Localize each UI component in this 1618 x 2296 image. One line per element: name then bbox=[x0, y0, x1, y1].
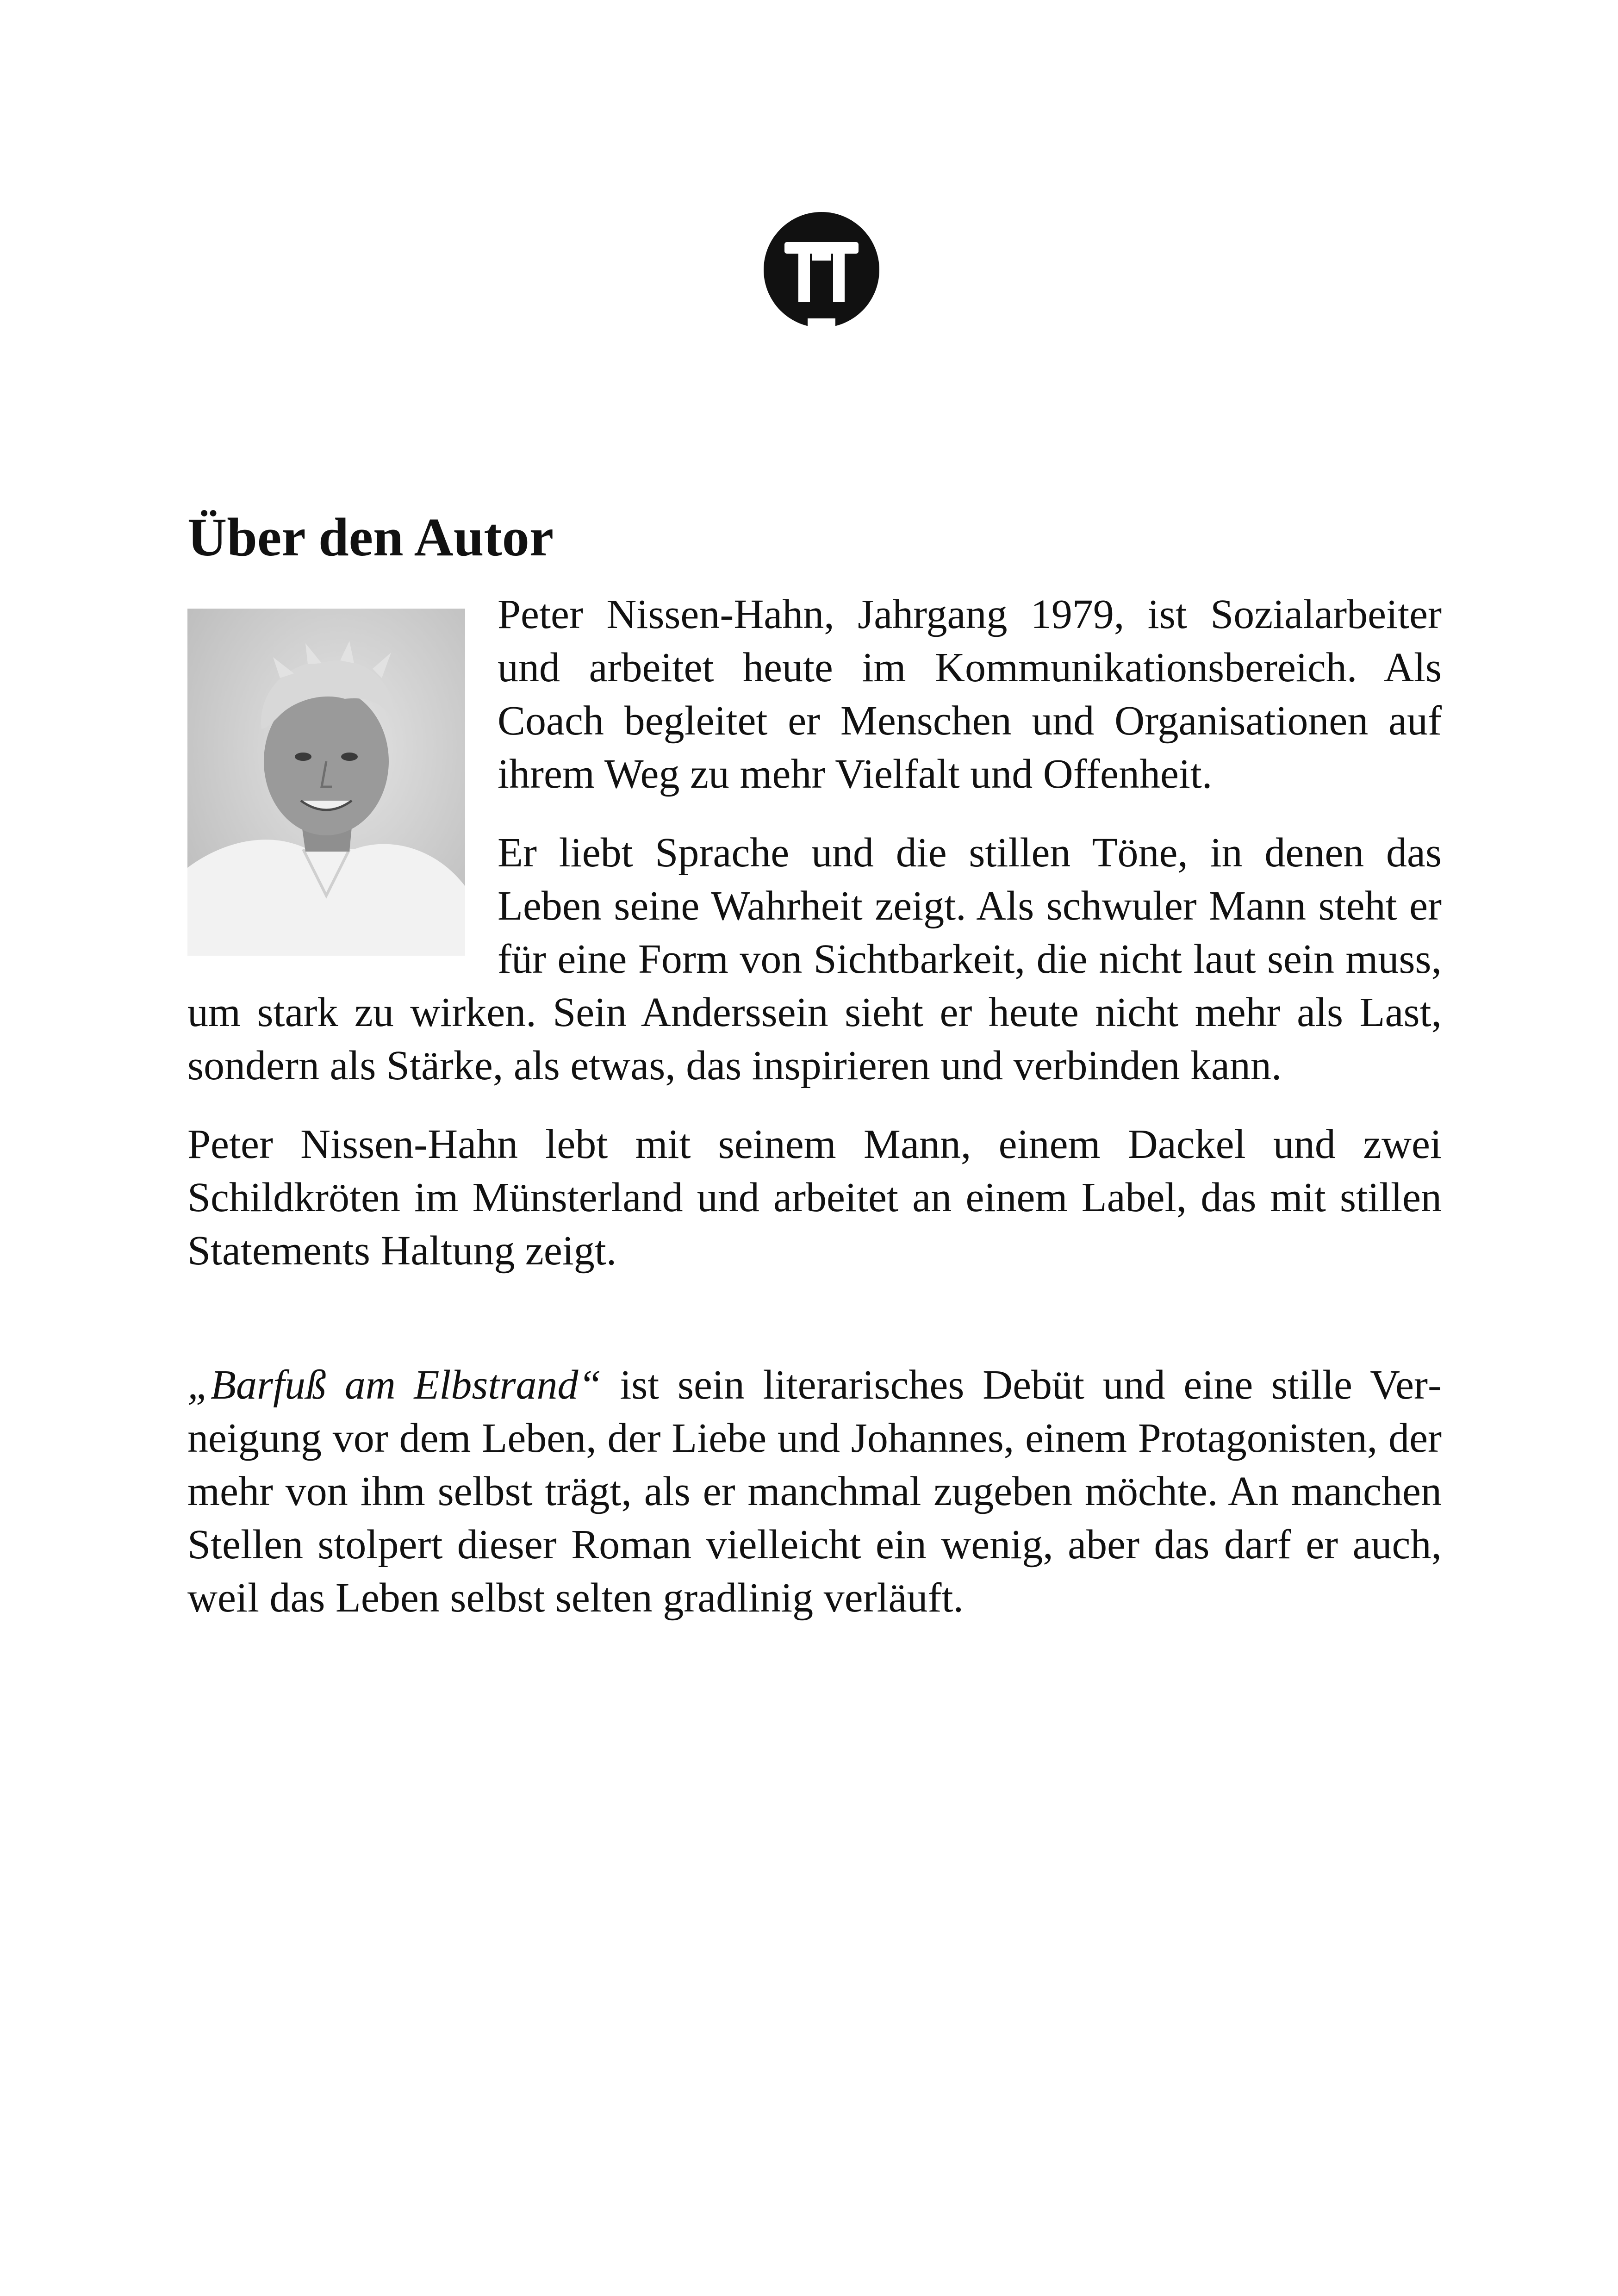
bio-paragraph-4-text: ist sein literarisches Debüt und eine stille Verneigung vor dem Leben, der Liebe und Johannes, einem Protagonisten, der mehr von ihm selbst trägt, als er manchmal zugeben möchte. An manchen Stellen stolpert dieser Roman vielleicht ein wenig, aber das darf er auch, weil das Leben selbst selten gradlinig verläuft. bbox=[187, 1362, 1442, 1621]
bio-paragraph-4 bbox=[187, 1358, 1442, 1624]
page-title: Über den Autor bbox=[187, 507, 554, 567]
bio-paragraph-2: Er liebt Sprache und die stillen Töne, in denen das Leben seine Wahrheit zeigt. Als schwuler Mann steht er für eine Form von Sichtbarkeit, die nicht laut sein muss, um stark zu wirken. Sein Anderssein sieht er heute nicht mehr als Last, sondern als Stärke, als etwas, das inspirieren und verbinden kann. bbox=[187, 830, 1442, 1089]
author-photo bbox=[187, 609, 465, 956]
bio-paragraph-1: Peter Nissen-Hahn, Jahrgang 1979, ist Sozialarbeiter und arbeitet heute im Kommunikationsbereich. Als Coach begleitet er Menschen und Organisationen auf ihrem Weg zu mehr Vielfalt und Offenheit. bbox=[498, 591, 1442, 797]
author-bio bbox=[187, 588, 1442, 1624]
bio-paragraph-3: Peter Nissen-Hahn lebt mit seinem Mann, einem Dackel und zwei Schildkröten im Münsterland und arbeitet an einem Label, das mit stillen Statements Haltung zeigt. bbox=[187, 1121, 1442, 1274]
book-title: „Barfuß am Elbstrand“ bbox=[187, 1362, 602, 1408]
publisher-logo-icon bbox=[764, 212, 879, 328]
